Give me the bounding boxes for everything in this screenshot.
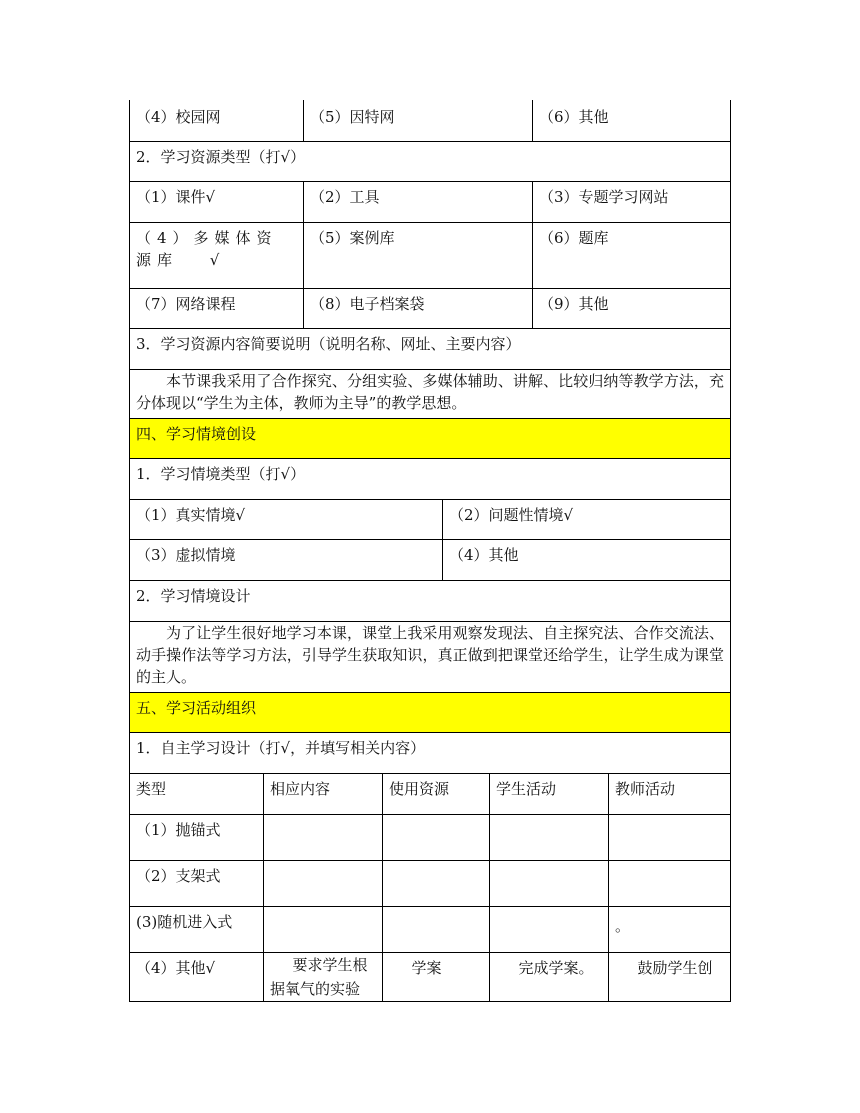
section4-title: 四、学习情境创设 — [136, 425, 257, 443]
column-header: 学生活动 — [489, 774, 608, 814]
table-cell: （1）抛锚式 — [136, 821, 221, 839]
resource-content-heading-row — [129, 329, 731, 370]
network-cell-3: （6）其他 — [532, 100, 730, 141]
self-study-heading: 1．自主学习设计（打√，并填写相关内容） — [136, 739, 426, 757]
section4-title-row — [129, 419, 731, 459]
column-header: 类型 — [136, 780, 167, 798]
section5-title: 五、学习活动组织 — [136, 699, 257, 717]
table-row — [129, 861, 731, 907]
table-cell — [489, 861, 608, 906]
table-cell — [608, 815, 730, 860]
network-cell-2: （5）因特网 — [303, 100, 532, 141]
table-cell — [263, 861, 382, 906]
resource-content-text: 本节课我采用了合作探究、分组实验、多媒体辅助、讲解、比较归纳等教学方法，充分体现以“学生为主体，教师为主导”的教学思想。 — [136, 372, 724, 412]
resource-content-heading: 3．学习资源内容简要说明（说明名称、网址、主要内容） — [136, 335, 521, 353]
table-row — [129, 953, 731, 1002]
table-cell: （2）支架式 — [136, 867, 221, 885]
situation-row-1 — [129, 500, 731, 540]
situation-cell: （3）虚拟情境 — [136, 546, 236, 564]
situation-cell: （2）问题性情境√ — [442, 500, 730, 539]
table-cell — [382, 861, 489, 906]
resource-cell: （5）案例库 — [303, 223, 532, 288]
section5-title-row — [129, 693, 731, 733]
table-cell: （4）其他√ — [136, 959, 216, 977]
situation-type-heading: 1．学习情境类型（打√） — [136, 465, 306, 483]
resource-type-heading-row — [129, 142, 731, 182]
resource-content-text-row — [129, 370, 731, 419]
resource-cell: （1）课件√ — [136, 188, 216, 206]
situation-cell: （4）其他 — [442, 540, 730, 580]
table-cell — [489, 907, 608, 952]
table-row — [129, 815, 731, 861]
table-cell: (3)随机进入式 — [136, 913, 233, 931]
resource-type-heading: 2．学习资源类型（打√） — [136, 148, 306, 166]
column-header: 教师活动 — [608, 774, 730, 814]
table-cell — [263, 907, 382, 952]
table-cell — [608, 861, 730, 906]
situation-design-text: 为了让学生很好地学习本课，课堂上我采用观察发现法、自主探究法、合作交流法、动手操作法等学习方法，引导学生获取知识，真正做到把课堂还给学生，让学生成为课堂的主人。 — [136, 624, 724, 686]
table-cell: 要求学生根据氧气的实验 — [263, 953, 382, 1001]
table-row — [129, 907, 731, 953]
situation-row-2 — [129, 540, 731, 581]
table-cell — [382, 815, 489, 860]
resource-cell: （9）其他 — [532, 289, 730, 328]
table-cell: 。 — [608, 907, 730, 952]
resource-type-row-3 — [129, 289, 731, 329]
situation-type-heading-row — [129, 459, 731, 500]
table-cell: 学案 — [382, 953, 489, 1001]
table-cell: 完成学案。 — [489, 953, 608, 1001]
resource-cell: （7）网络课程 — [136, 295, 236, 313]
resource-cell: （6）题库 — [532, 223, 730, 288]
table-cell — [489, 815, 608, 860]
resource-cell: （4）多媒体资源库 √ — [136, 229, 278, 269]
table-cell — [382, 907, 489, 952]
situation-design-heading-row — [129, 581, 731, 622]
network-cell-1: （4）校园网 — [136, 108, 221, 126]
resource-cell: （8）电子档案袋 — [303, 289, 532, 328]
resource-type-row-2 — [129, 223, 731, 289]
situation-design-text-row — [129, 622, 731, 693]
self-study-header-row — [129, 774, 731, 815]
network-row — [129, 100, 731, 142]
resource-cell: （3）专题学习网站 — [532, 182, 730, 222]
situation-cell: （1）真实情境√ — [136, 506, 246, 524]
resource-type-row-1 — [129, 182, 731, 223]
situation-design-heading: 2．学习情境设计 — [136, 587, 251, 605]
table-cell: 鼓励学生创 — [608, 953, 730, 1001]
column-header: 相应内容 — [263, 774, 382, 814]
table-cell — [263, 815, 382, 860]
column-header: 使用资源 — [382, 774, 489, 814]
self-study-heading-row — [129, 733, 731, 774]
resource-cell: （2）工具 — [303, 182, 532, 222]
